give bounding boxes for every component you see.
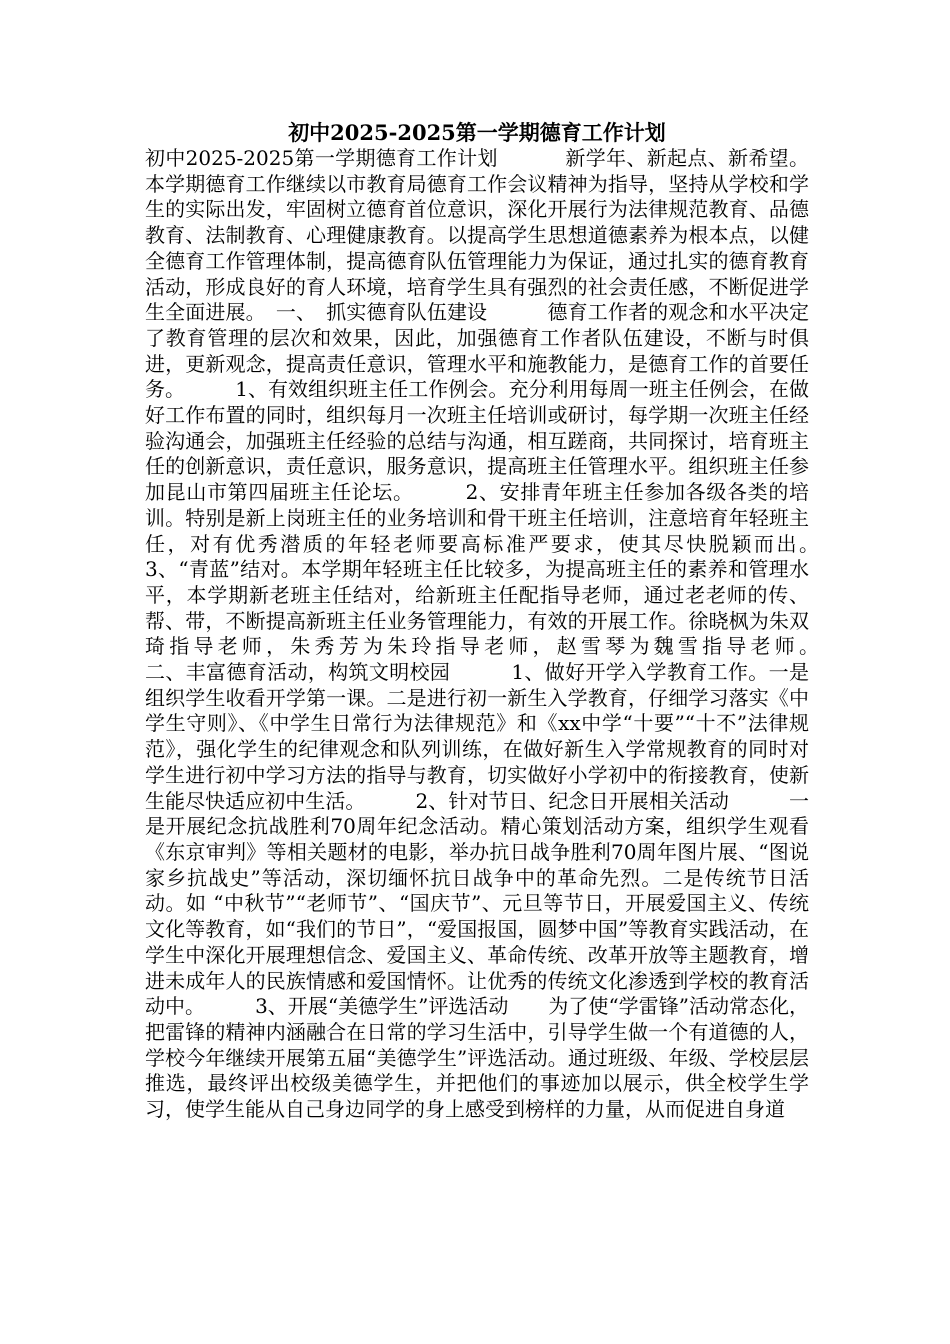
document-body: 初中2025-2025第一学期德育工作计划 新学年、新起点、新希望。本学期德育工作继续以市教育局德育工作会议精神为指导，坚持从学校和学生的实际出发，牢固树立德育首位意识，深化开展行为法律规范教育、品德教育、法制教育、心理健康教育。以提高学生思想道德素养为根本点，以健全德育工作管理体制，提高德育队伍管理能力为保证，通过扎实的德育教育活动，形成良好的育人环境，培育学生具有强烈的社会责任感，不断促进学生全面进展。 一、 抓实德育队伍建设 德育工作者的观念和水平决定了教育管理的层次和效果，因此，加强德育工作者队伍建设，不断与时俱进，更新观念，提高责任意识，管理水平和施教能力，是德育工作的首要任务。 1、有效组织班主任工作例会。充分利用每周一班主任例会，在做好工作布置的同时，组织每月一次班主任培训或研讨，每学期一次班主任经验沟通会，加强班主任经验的总结与沟通，相互蹉商，共同探讨，培育班主任的创新意识，责任意识，服务意识，提高班主任管理水平。组织班主任参加昆山市第四届班主任论坛。 2、安排青年班主任参加各级各类的培训。特别是新上岗班主任的业务培训和骨干班主任培训，注意培育年轻班主任，对有优秀潜质的年轻老师要高标准严要求，使其尽快脱颖而出。 3、“青蓝”结对。本学期年轻班主任比较多，为提高班主任的素养和管理水平，本学期新老班主任结对，给新班主任配指导老师，通过老老师的传、帮、带，不断提高新班主任业务管理能力，有效的开展工作。徐晓枫为朱双琦指导老师，朱秀芳为朱玲指导老师，赵雪琴为魏雪指导老师。 二、丰富德育活动，构筑文明校园 1、做好开学入学教育工作。一是组织学生收看开学第一课。二是进行初一新生入学教育，仔细学习落实《中学生守则》、《中学生日常行为法律规范》和《xx中学“十要”“十不”法律规范》，强化学生的纪律观念和队列训练，在做好新生入学常规教育的同时对学生进行初中学习方法的指导与教育，切实做好小学初中的衔接教育，使新生能尽快适应初中生活。 2、针对节日、纪念日开展相关活动 一是开展纪念抗战胜利70周年纪念活动。精心策划活动方案，组织学生观看《东京审判》等相关题材的电影，举办抗日战争胜利70周年图片展、“图说家乡抗战史”等活动，深切缅怀抗日战争中的革命先烈。二是传统节日活动。如 “中秋节”“老师节”、“国庆节”、元旦等节日，开展爱国主义、传统文化等教育，如“我们的节日”，“爱国报国，圆梦中国”等教育实践活动，在学生中深化开展理想信念、爱国主义、革命传统、改革开放等主题教育，增进未成年人的民族情感和爱国情怀。让优秀的传统文化渗透到学校的教育活动中。 3、开展“美德学生”评选活动 为了使“学雷锋”活动常态化，把雷锋的精神内涵融合在日常的学习生活中，引导学生做一个有道德的人，学校今年继续开展第五届“美德学生”评选活动。通过班级、年级、学校层层推选，最终评出校级美德学生，并把他们的事迹加以展示，供全校学生学习，使学生能从自己身边同学的身上感受到榜样的力量，从而促进自身道	[145, 146, 929, 1122]
document-page	[145, 120, 929, 1123]
document-title: 初中2025-2025第一学期德育工作计划	[288, 120, 666, 145]
